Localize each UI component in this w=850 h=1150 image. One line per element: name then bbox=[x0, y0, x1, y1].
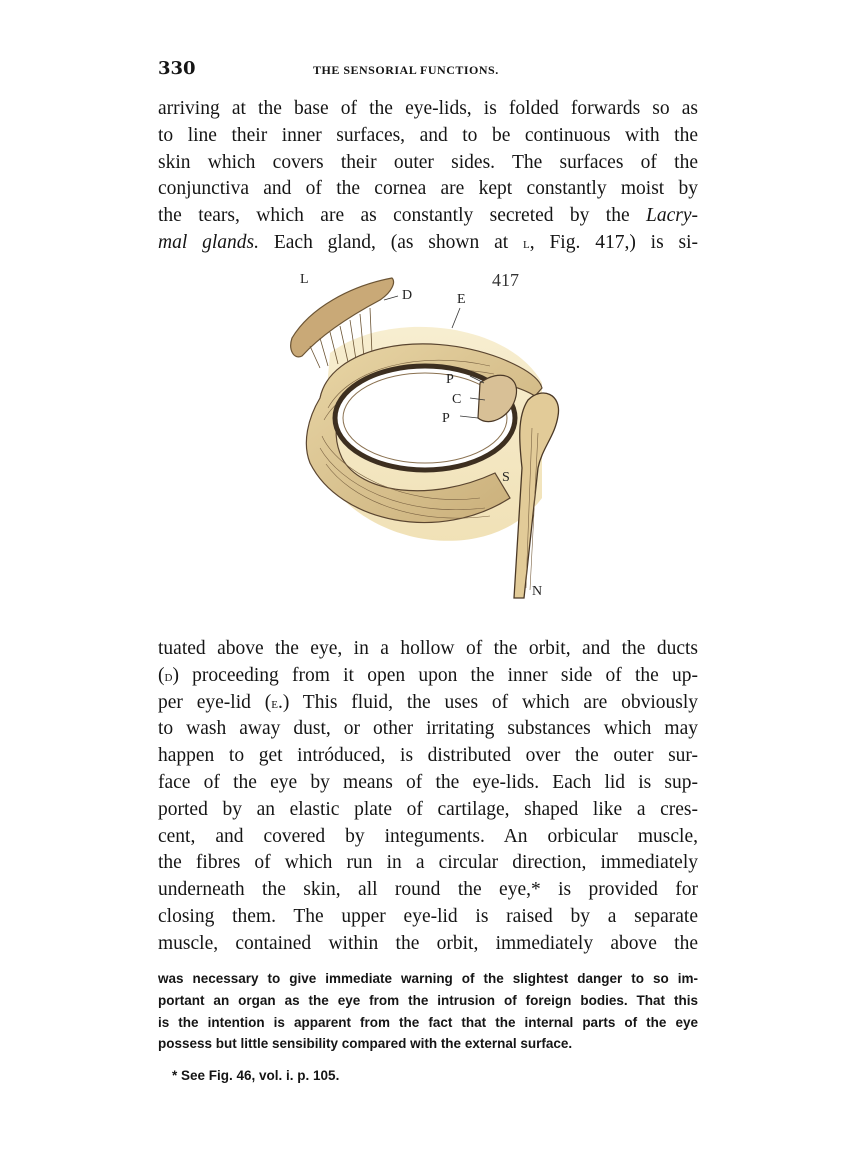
figure-number: 417 bbox=[492, 270, 519, 290]
italic-term: Lacry- bbox=[646, 205, 699, 227]
text-run: per eye-lid ( bbox=[158, 691, 272, 713]
text-line: closing them. The upper eye-lid is raised by a separate bbox=[158, 905, 698, 927]
text-line bbox=[158, 203, 698, 230]
label-C: C bbox=[452, 392, 462, 407]
text-line bbox=[158, 690, 698, 717]
footnote-line: is the intention is apparent from the fact that the internal parts of the eye bbox=[158, 1014, 698, 1030]
lower-paragraph bbox=[158, 636, 698, 958]
footnote-line: possess but little sensibility compared with the external surface. bbox=[158, 1036, 573, 1052]
eye-anatomy-figure bbox=[280, 268, 580, 623]
small-caps-ref: e bbox=[271, 695, 278, 712]
text-run: the tears, which are as constantly secreted by the bbox=[158, 205, 630, 227]
label-L: L bbox=[300, 272, 309, 287]
text-line: to wash away dust, or other irritating substances which may bbox=[158, 718, 698, 740]
text-line: cent, and covered by integuments. An orbicular muscle, bbox=[158, 825, 698, 847]
eye-illustration bbox=[280, 268, 580, 623]
italic-term: mal glands. bbox=[158, 231, 259, 253]
text-line: skin which covers their outer sides. The surfaces of the bbox=[158, 151, 698, 173]
text-line: tuated above the eye, in a hollow of the orbit, and the ducts bbox=[158, 638, 698, 659]
text-run: ) proceeding from it open upon the inner side of the up- bbox=[172, 664, 698, 686]
footnote-continuation bbox=[158, 968, 698, 1055]
label-P-lower: P bbox=[442, 411, 450, 426]
text-line: happen to get intróduced, is distributed over the outer sur- bbox=[158, 745, 698, 767]
label-E: E bbox=[457, 292, 466, 307]
text-line: conjunctiva and of the cornea are kept constantly moist by bbox=[158, 178, 698, 200]
page-number: 330 bbox=[158, 58, 196, 79]
text-line: the fibres of which run in a circular direction, immediately bbox=[158, 852, 698, 874]
text-run: .) This fluid, the uses of which are obviously bbox=[277, 691, 698, 713]
label-D: D bbox=[402, 288, 413, 303]
text-line: to line their inner surfaces, and to be continuous with the bbox=[158, 124, 698, 146]
text-line: muscle, contained within the orbit, immediately above the bbox=[158, 932, 698, 954]
text-run: ( bbox=[158, 664, 165, 686]
upper-paragraph bbox=[158, 96, 698, 257]
text-line bbox=[158, 230, 698, 257]
text-line bbox=[158, 663, 698, 690]
text-line: underneath the skin, all round the eye,* is provided for bbox=[158, 879, 698, 901]
text-line: arriving at the base of the eye-lids, is folded forwards so as bbox=[158, 98, 698, 119]
text-line: ported by an elastic plate of cartilage, shaped like a cres- bbox=[158, 798, 698, 820]
text-run: , Fig. 417,) is si- bbox=[529, 231, 699, 253]
small-caps-ref: l bbox=[523, 235, 530, 252]
text-line: face of the eye by means of the eye-lids. Each lid is sup- bbox=[158, 771, 698, 793]
footnote-line: was necessary to give immediate warning of the slightest danger to so im- bbox=[158, 971, 698, 986]
label-P-upper: P bbox=[446, 372, 454, 387]
footnote-reference: * See Fig. 46, vol. i. p. 105. bbox=[172, 1068, 340, 1083]
small-caps-ref: d bbox=[164, 668, 173, 685]
label-N: N bbox=[532, 584, 543, 599]
running-title: THE SENSORIAL FUNCTIONS. bbox=[313, 63, 499, 77]
text-run: Each gland, (as shown at bbox=[273, 231, 509, 253]
footnote-line: portant an organ as the eye from the intrusion of foreign bodies. That this bbox=[158, 992, 698, 1008]
label-S: S bbox=[502, 470, 510, 485]
page-header bbox=[158, 58, 698, 84]
